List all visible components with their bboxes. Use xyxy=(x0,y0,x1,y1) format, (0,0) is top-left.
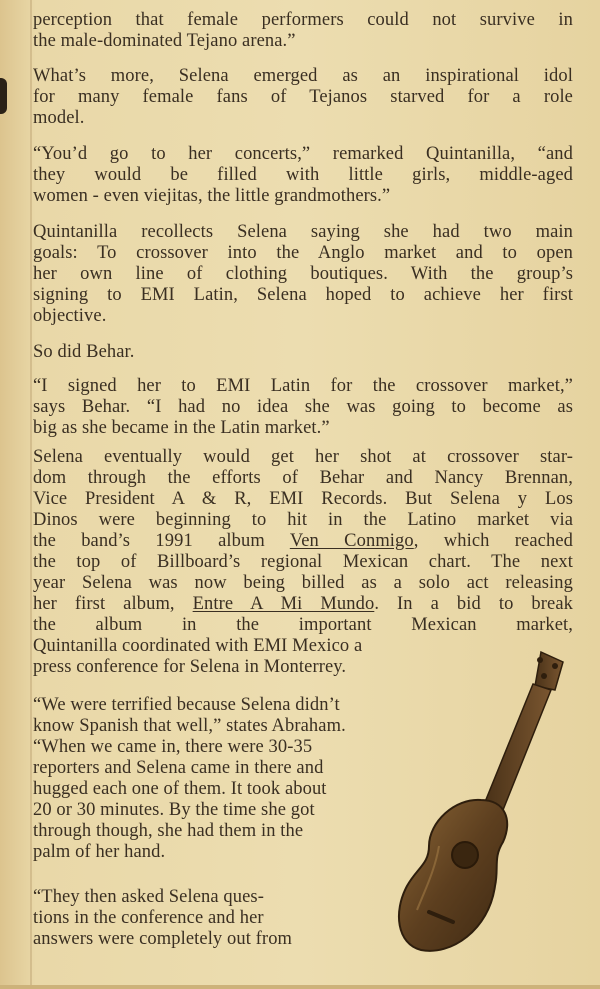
text-line xyxy=(33,264,573,285)
text-line xyxy=(33,737,346,758)
text-segment: know Spanish that well,” states Abraham. xyxy=(33,716,346,736)
text-line xyxy=(33,821,346,842)
text-line xyxy=(33,243,573,264)
text-line xyxy=(33,397,573,418)
text-line xyxy=(33,342,135,363)
text-segment: says Behar. “I had no idea she was going to become as xyxy=(33,397,573,417)
text-segment: year Selena was now being billed as a solo act releasing xyxy=(33,573,573,593)
text-line xyxy=(33,108,573,129)
text-segment: . In a bid to break xyxy=(374,594,573,614)
text-segment: Quintanilla recollects Selena saying she had two main xyxy=(33,222,573,242)
text-segment: the male-dominated Tejano arena.” xyxy=(33,31,296,51)
text-line xyxy=(33,489,573,510)
paragraph-p3 xyxy=(33,144,573,207)
text-segment: So did Behar. xyxy=(33,342,135,362)
text-segment: big as she became in the Latin market.” xyxy=(33,418,330,438)
paragraph-p5 xyxy=(33,342,135,363)
text-line xyxy=(33,468,573,489)
text-segment: reporters and Selena came in there and xyxy=(33,758,324,778)
text-segment: What’s more, Selena emerged as an inspirational idol xyxy=(33,66,573,86)
text-line xyxy=(33,376,573,397)
text-line xyxy=(33,87,573,108)
text-line xyxy=(33,552,573,573)
text-line xyxy=(33,908,292,929)
text-line xyxy=(33,144,573,165)
paragraph-p8 xyxy=(33,695,346,863)
text-segment: Quintanilla coordinated with EMI Mexico a xyxy=(33,636,363,656)
text-segment: her own line of clothing boutiques. With the group’s xyxy=(33,264,573,284)
text-segment: hugged each one of them. It took about xyxy=(33,779,327,799)
text-segment: model. xyxy=(33,108,85,128)
text-segment: the album in the important Mexican market, xyxy=(33,615,573,635)
text-segment: “When we came in, there were 30-35 xyxy=(33,737,313,757)
text-line xyxy=(33,447,573,468)
text-segment: , which reached xyxy=(413,531,574,551)
text-segment: press conference for Selena in Monterrey. xyxy=(33,657,347,677)
text-line xyxy=(33,929,292,950)
text-segment: dom through the efforts of Behar and Nancy Brennan, xyxy=(33,468,573,488)
text-segment: “We were terrified because Selena didn’t xyxy=(33,695,340,715)
text-line xyxy=(33,594,573,615)
text-segment: the band’s 1991 album xyxy=(33,531,290,551)
album-title: Entre A Mi Mundo xyxy=(192,594,375,614)
text-segment: Vice President A & R, EMI Records. But Selena y Los xyxy=(33,489,573,509)
text-line xyxy=(33,186,573,207)
text-line xyxy=(33,695,346,716)
paragraph-p1 xyxy=(33,10,573,52)
text-line xyxy=(33,716,346,737)
text-line xyxy=(33,573,573,594)
text-line xyxy=(33,779,346,800)
text-segment: goals: To crossover into the Anglo market and to open xyxy=(33,243,573,263)
paragraph-p7 xyxy=(33,447,573,678)
text-segment: answers were completely out from xyxy=(33,929,293,949)
text-segment: perception that female performers could not survive in xyxy=(33,10,573,30)
text-segment: they would be filled with little girls, middle-aged xyxy=(33,165,573,185)
paragraph-p2 xyxy=(33,66,573,129)
text-line xyxy=(33,531,573,552)
paragraph-p9 xyxy=(33,887,292,950)
text-line xyxy=(33,510,573,531)
text-segment: women - even viejitas, the little grandmothers.” xyxy=(33,186,391,206)
text-segment: “They then asked Selena ques- xyxy=(33,887,264,907)
text-segment: palm of her hand. xyxy=(33,842,166,862)
text-line xyxy=(33,165,573,186)
text-segment: Dinos were beginning to hit in the Latino market via xyxy=(33,510,573,530)
text-segment: for many female fans of Tejanos starved for a role xyxy=(33,87,573,107)
text-line xyxy=(33,842,346,863)
album-title: Ven Conmigo xyxy=(289,531,414,551)
text-line xyxy=(33,758,346,779)
paragraph-p6 xyxy=(33,376,573,439)
text-segment: “I signed her to EMI Latin for the crossover market,” xyxy=(33,376,573,396)
text-line xyxy=(33,10,573,31)
text-segment: 20 or 30 minutes. By the time she got xyxy=(33,800,315,820)
text-line xyxy=(33,306,573,327)
text-line xyxy=(33,31,573,52)
text-segment: the top of Billboard’s regional Mexican chart. The next xyxy=(33,552,573,572)
text-line xyxy=(33,285,573,306)
text-line xyxy=(33,887,292,908)
paragraph-p4 xyxy=(33,222,573,327)
text-segment: her first album, xyxy=(33,594,193,614)
text-segment: signing to EMI Latin, Selena hoped to achieve her first xyxy=(33,285,573,305)
text-segment: through though, she had them in the xyxy=(33,821,304,841)
text-segment: “You’d go to her concerts,” remarked Quintanilla, “and xyxy=(33,144,573,164)
text-line xyxy=(33,418,573,439)
text-segment: tions in the conference and her xyxy=(33,908,264,928)
text-line xyxy=(33,800,346,821)
guitar-pin-icon xyxy=(395,650,565,960)
text-line xyxy=(33,615,573,636)
text-line xyxy=(33,66,573,87)
text-segment: objective. xyxy=(33,306,107,326)
text-line xyxy=(33,222,573,243)
text-segment: Selena eventually would get her shot at crossover star- xyxy=(33,447,573,467)
